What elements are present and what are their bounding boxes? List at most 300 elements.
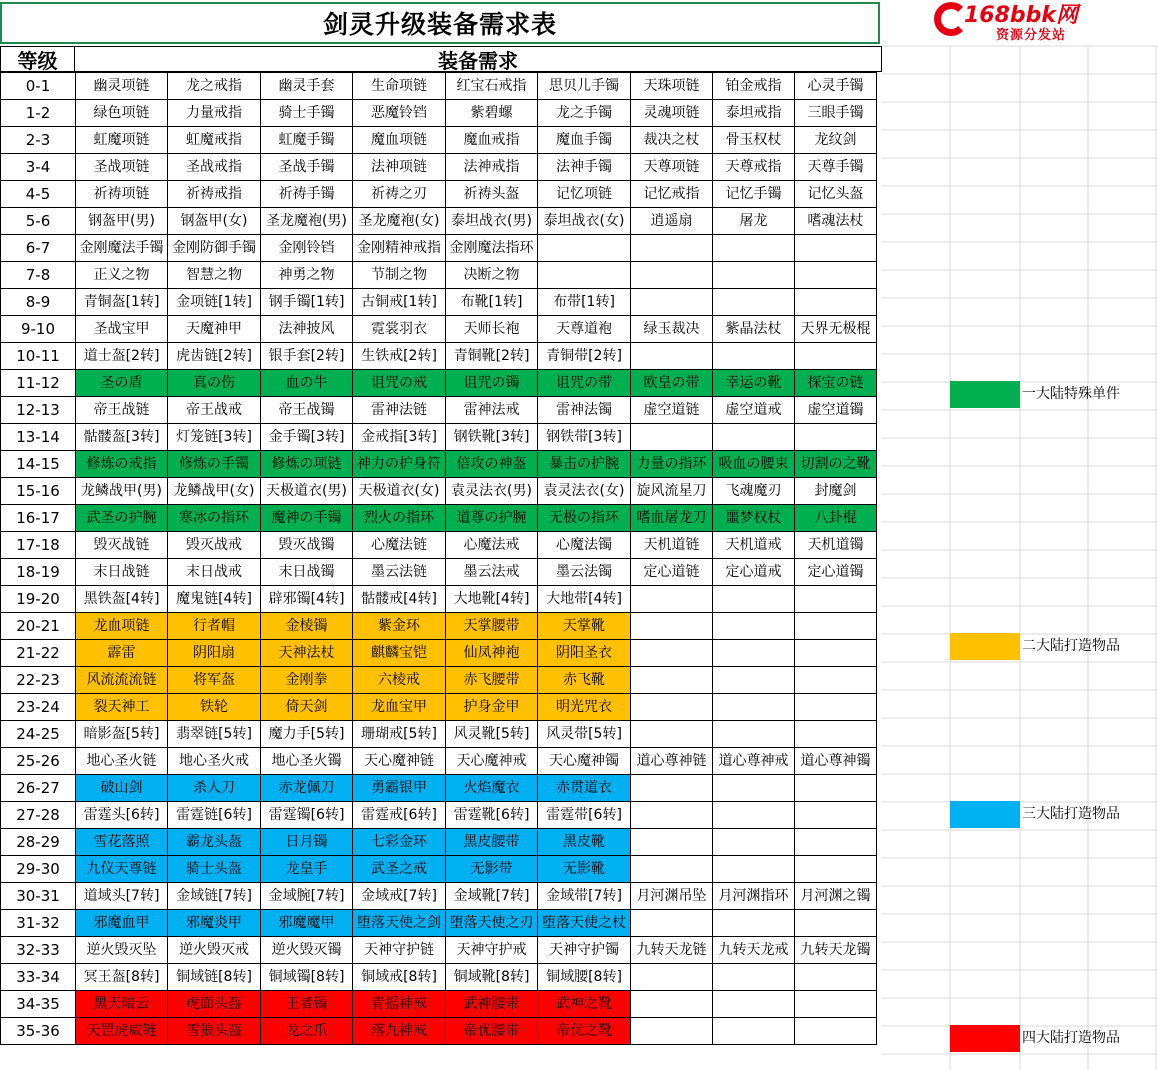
equipment-cell: 古铜戒[1转] [353, 289, 446, 316]
equipment-cell: 虹魔手镯 [261, 127, 353, 154]
level-cell: 5-6 [1, 208, 76, 235]
equipment-cell: 记忆头盔 [795, 181, 877, 208]
equipment-cell: 黑天暗云 [76, 991, 168, 1018]
equipment-cell: 道心尊神戒 [713, 748, 795, 775]
equipment-cell: 天掌靴 [538, 613, 631, 640]
equipment-cell: 诅咒の镯 [446, 370, 538, 397]
table-row [1, 856, 877, 883]
level-cell: 28-29 [1, 829, 76, 856]
equipment-cell: 月河渊之镯 [795, 883, 877, 910]
equipment-cell: 天神法杖 [261, 640, 353, 667]
equipment-cell [795, 262, 877, 289]
equipment-cell [795, 424, 877, 451]
equipment-cell: 金刚拳 [261, 667, 353, 694]
equipment-cell: 虎面头盔 [168, 991, 261, 1018]
equipment-cell: 倍攻の神盔 [446, 451, 538, 478]
equipment-cell: 大地靴[4转] [446, 586, 538, 613]
equipment-cell [631, 721, 713, 748]
equipment-cell: 虚空道戒 [713, 397, 795, 424]
equipment-cell: 雷霆靴[6转] [446, 802, 538, 829]
equipment-cell [713, 829, 795, 856]
equipment-cell [713, 802, 795, 829]
equipment-cell: 绿玉裁决 [631, 316, 713, 343]
equipment-cell: 骷髅盔[3转] [76, 424, 168, 451]
equipment-cell: 钢铁带[3转] [538, 424, 631, 451]
equipment-cell: 堕落天使之杖 [538, 910, 631, 937]
logo-sub-text: 资源分发站 [996, 28, 1067, 43]
equipment-cell: 骷髅戒[4转] [353, 586, 446, 613]
equipment-cell: 雷霆链[6转] [168, 802, 261, 829]
equipment-cell [713, 721, 795, 748]
equipment-cell: 法神戒指 [446, 154, 538, 181]
legend-label: 一大陆特殊单件 [1022, 386, 1120, 402]
equipment-cell: 帝优之靴 [538, 1018, 631, 1045]
equipment-cell: 定心道戒 [713, 559, 795, 586]
equipment-cell [795, 667, 877, 694]
equipment-cell: 钢手镯[1转] [261, 289, 353, 316]
level-cell: 34-35 [1, 991, 76, 1018]
level-cell: 13-14 [1, 424, 76, 451]
equipment-cell: 邪魔魔甲 [261, 910, 353, 937]
equipment-cell [795, 1018, 877, 1045]
table-row [1, 424, 877, 451]
level-cell: 2-3 [1, 127, 76, 154]
equipment-cell: 雷霆镯[6转] [261, 802, 353, 829]
level-cell: 31-32 [1, 910, 76, 937]
equipment-cell [713, 991, 795, 1018]
equipment-cell: 龙鳞战甲(女) [168, 478, 261, 505]
level-cell: 6-7 [1, 235, 76, 262]
equipment-cell: 翡翠链[5转] [168, 721, 261, 748]
equipment-cell: 道域头[7转] [76, 883, 168, 910]
equipment-cell: 火焰魔衣 [446, 775, 538, 802]
equipment-cell: 钢盔甲(女) [168, 208, 261, 235]
table-row [1, 721, 877, 748]
equipment-cell: 墨云法镯 [538, 559, 631, 586]
equipment-cell [795, 586, 877, 613]
table-row [1, 532, 877, 559]
table-row [1, 964, 877, 991]
equipment-cell [795, 910, 877, 937]
legend-swatch [950, 801, 1020, 828]
equipment-cell: 霓裳羽衣 [353, 316, 446, 343]
equipment-cell [713, 640, 795, 667]
equipment-cell: 记忆戒指 [631, 181, 713, 208]
equipment-cell: 阴阳扇 [168, 640, 261, 667]
equipment-cell [795, 856, 877, 883]
equipment-cell: 末日战链 [76, 559, 168, 586]
equipment-cell: 泰坦戒指 [713, 100, 795, 127]
equipment-cell: 魔血手镯 [538, 127, 631, 154]
equipment-cell: 三眼手镯 [795, 100, 877, 127]
equipment-cell: 毁灭战镯 [261, 532, 353, 559]
equipment-cell: 武圣の护腕 [76, 505, 168, 532]
equipment-cell: 袁灵法衣(男) [446, 478, 538, 505]
equipment-cell: 真の伤 [168, 370, 261, 397]
equipment-cell: 金刚铃铛 [261, 235, 353, 262]
equipment-cell: 雷神法镯 [538, 397, 631, 424]
equipment-cell [795, 694, 877, 721]
equipment-cell: 金域链[7转] [168, 883, 261, 910]
level-cell: 17-18 [1, 532, 76, 559]
equipment-cell: 雪花落照 [76, 829, 168, 856]
equipment-cell: 天尊戒指 [713, 154, 795, 181]
equipment-cell: 无极の指环 [538, 505, 631, 532]
equipment-cell: 铜域戒[8转] [353, 964, 446, 991]
equipment-cell: 灵魂项链 [631, 100, 713, 127]
equipment-cell: 心灵手镯 [795, 73, 877, 100]
equipment-cell: 青铜靴[2转] [446, 343, 538, 370]
equipment-cell [631, 262, 713, 289]
equipment-cell: 龙之爪 [261, 1018, 353, 1045]
table-row [1, 802, 877, 829]
equipment-cell: 逆火毁灭坠 [76, 937, 168, 964]
equipment-cell [631, 235, 713, 262]
level-cell: 29-30 [1, 856, 76, 883]
table-row [1, 451, 877, 478]
equipment-cell: 紫晶法杖 [713, 316, 795, 343]
level-cell: 3-4 [1, 154, 76, 181]
table-row [1, 370, 877, 397]
equipment-cell: 墨云法戒 [446, 559, 538, 586]
table-row [1, 586, 877, 613]
equipment-cell: 正义之物 [76, 262, 168, 289]
equipment-cell: 逆火毁灭镯 [261, 937, 353, 964]
equipment-cell: 决断之物 [446, 262, 538, 289]
equipment-cell: 天神守护戒 [446, 937, 538, 964]
table-row [1, 343, 877, 370]
equipment-cell: 力量の指环 [631, 451, 713, 478]
equipment-cell: 噩梦权杖 [713, 505, 795, 532]
level-cell: 12-13 [1, 397, 76, 424]
equipment-cell: 地心圣火镯 [261, 748, 353, 775]
level-cell: 25-26 [1, 748, 76, 775]
equipment-cell: 毁灭战链 [76, 532, 168, 559]
level-cell: 23-24 [1, 694, 76, 721]
equipment-cell: 七彩金环 [353, 829, 446, 856]
equipment-column-header: 装备需求 [75, 46, 882, 72]
equipment-cell [631, 586, 713, 613]
equipment-cell: 神力の护身符 [353, 451, 446, 478]
equipment-cell: 道尊の护腕 [446, 505, 538, 532]
equipment-cell: 麒麟宝铠 [353, 640, 446, 667]
table-row [1, 937, 877, 964]
equipment-cell: 杀人刀 [168, 775, 261, 802]
equipment-cell: 节制之物 [353, 262, 446, 289]
equipment-cell: 逍遥扇 [631, 208, 713, 235]
equipment-cell: 龙血项链 [76, 613, 168, 640]
equipment-cell [795, 289, 877, 316]
equipment-cell: 圣战项链 [76, 154, 168, 181]
equipment-cell [795, 343, 877, 370]
equipment-cell: 仙凤神袍 [446, 640, 538, 667]
equipment-cell: 圣战宝甲 [76, 316, 168, 343]
level-cell: 18-19 [1, 559, 76, 586]
level-cell: 11-12 [1, 370, 76, 397]
table-row [1, 289, 877, 316]
equipment-cell: 银手套[2转] [261, 343, 353, 370]
equipment-cell [713, 775, 795, 802]
equipment-cell [713, 343, 795, 370]
equipment-cell: 圣龙魔袍(女) [353, 208, 446, 235]
equipment-table [0, 72, 877, 1045]
equipment-cell: 天尊项链 [631, 154, 713, 181]
table-row [1, 478, 877, 505]
equipment-cell: 修炼の手镯 [168, 451, 261, 478]
equipment-cell: 九仪天尊链 [76, 856, 168, 883]
equipment-cell: 魔血项链 [353, 127, 446, 154]
equipment-cell: 旋风流星刀 [631, 478, 713, 505]
level-cell: 14-15 [1, 451, 76, 478]
equipment-cell: 九转天龙链 [631, 937, 713, 964]
equipment-cell [631, 775, 713, 802]
table-row [1, 748, 877, 775]
equipment-cell: 金项链[1转] [168, 289, 261, 316]
equipment-cell: 祈祷项链 [76, 181, 168, 208]
equipment-cell: 祈祷头盔 [446, 181, 538, 208]
equipment-cell: 王者镯 [261, 991, 353, 1018]
equipment-cell: 天心魔神链 [353, 748, 446, 775]
equipment-cell: 天机道镯 [795, 532, 877, 559]
table-row [1, 235, 877, 262]
equipment-cell: 将军盔 [168, 667, 261, 694]
level-cell: 9-10 [1, 316, 76, 343]
equipment-cell [538, 262, 631, 289]
equipment-cell: 道心尊神链 [631, 748, 713, 775]
equipment-cell: 倚天剑 [261, 694, 353, 721]
equipment-cell: 月河渊吊坠 [631, 883, 713, 910]
equipment-cell: 逆火毁灭戒 [168, 937, 261, 964]
equipment-cell: 地心圣火戒 [168, 748, 261, 775]
equipment-cell: 天尊手镯 [795, 154, 877, 181]
equipment-cell: 风灵靴[5转] [446, 721, 538, 748]
table-row [1, 694, 877, 721]
equipment-cell: 帝王战链 [76, 397, 168, 424]
equipment-cell: 大地带[4转] [538, 586, 631, 613]
equipment-cell: 虚空道链 [631, 397, 713, 424]
equipment-cell [631, 289, 713, 316]
equipment-cell: 泰坦战衣(男) [446, 208, 538, 235]
equipment-cell: 袁灵法衣(女) [538, 478, 631, 505]
table-row [1, 667, 877, 694]
table-row [1, 991, 877, 1018]
equipment-cell: 灯笼链[3转] [168, 424, 261, 451]
equipment-cell: 探宝の链 [795, 370, 877, 397]
equipment-cell [631, 640, 713, 667]
equipment-cell: 帝王战戒 [168, 397, 261, 424]
equipment-cell: 骑士手镯 [261, 100, 353, 127]
site-logo [934, 0, 1104, 44]
equipment-cell: 天神守护链 [353, 937, 446, 964]
equipment-cell: 神勇之物 [261, 262, 353, 289]
equipment-cell: 无影靴 [538, 856, 631, 883]
equipment-cell: 紫金环 [353, 613, 446, 640]
equipment-cell: 阴阳圣衣 [538, 640, 631, 667]
equipment-cell: 绿色项链 [76, 100, 168, 127]
level-cell: 27-28 [1, 802, 76, 829]
equipment-cell: 法神项链 [353, 154, 446, 181]
equipment-cell: 黑铁盔[4转] [76, 586, 168, 613]
table-row [1, 262, 877, 289]
level-cell: 8-9 [1, 289, 76, 316]
equipment-cell: 龙鳞战甲(男) [76, 478, 168, 505]
equipment-cell [713, 424, 795, 451]
equipment-cell: 天神守护镯 [538, 937, 631, 964]
equipment-cell: 修炼の戒指 [76, 451, 168, 478]
level-cell: 0-1 [1, 73, 76, 100]
equipment-cell: 霸龙头盔 [168, 829, 261, 856]
equipment-cell [795, 964, 877, 991]
equipment-cell: 圣战手镯 [261, 154, 353, 181]
equipment-cell: 屠龙 [713, 208, 795, 235]
legend-label: 二大陆打造物品 [1022, 638, 1120, 654]
level-cell: 4-5 [1, 181, 76, 208]
equipment-cell: 铂金戒指 [713, 73, 795, 100]
equipment-cell: 红宝石戒指 [446, 73, 538, 100]
equipment-cell: 吸血の腰束 [713, 451, 795, 478]
sheet-title: 剑灵升级装备需求表 [0, 2, 880, 44]
equipment-cell [713, 289, 795, 316]
equipment-cell [631, 802, 713, 829]
equipment-cell: 裂天神工 [76, 694, 168, 721]
equipment-cell: 钢铁靴[3转] [446, 424, 538, 451]
equipment-cell: 青铜带[2转] [538, 343, 631, 370]
equipment-cell: 天师长袍 [446, 316, 538, 343]
equipment-cell: 思贝儿手镯 [538, 73, 631, 100]
legend-swatch [950, 1025, 1020, 1052]
equipment-cell: 月河渊指环 [713, 883, 795, 910]
equipment-cell: 堕落天使之剑 [353, 910, 446, 937]
equipment-cell: 铜域腰[8转] [538, 964, 631, 991]
equipment-cell [713, 694, 795, 721]
equipment-cell [538, 235, 631, 262]
equipment-cell: 无影带 [446, 856, 538, 883]
equipment-cell: 骑士头盔 [168, 856, 261, 883]
equipment-cell: 祈祷戒指 [168, 181, 261, 208]
equipment-cell [631, 964, 713, 991]
equipment-cell: 赤飞腰带 [446, 667, 538, 694]
equipment-cell: 金刚魔法指环 [446, 235, 538, 262]
equipment-cell: 生命项链 [353, 73, 446, 100]
equipment-cell: 金域靴[7转] [446, 883, 538, 910]
equipment-cell: 黑皮靴 [538, 829, 631, 856]
level-cell: 1-2 [1, 100, 76, 127]
equipment-cell [631, 829, 713, 856]
equipment-cell: 心魔法镯 [538, 532, 631, 559]
equipment-cell: 雷霆带[6转] [538, 802, 631, 829]
equipment-cell: 龙之戒指 [168, 73, 261, 100]
equipment-cell: 金棱镯 [261, 613, 353, 640]
level-cell: 35-36 [1, 1018, 76, 1045]
equipment-cell: 辟邪镯[4转] [261, 586, 353, 613]
equipment-cell [631, 694, 713, 721]
equipment-cell [713, 1018, 795, 1045]
equipment-cell: 天珠项链 [631, 73, 713, 100]
equipment-cell: 血の牛 [261, 370, 353, 397]
equipment-cell: 定心道镯 [795, 559, 877, 586]
equipment-cell [795, 235, 877, 262]
equipment-cell: 天心魔神镯 [538, 748, 631, 775]
logo-c-icon [934, 2, 968, 36]
equipment-cell: 武圣之戒 [353, 856, 446, 883]
equipment-cell: 帝王战镯 [261, 397, 353, 424]
equipment-cell: 冥王盔[8转] [76, 964, 168, 991]
equipment-cell [713, 586, 795, 613]
equipment-cell [713, 613, 795, 640]
equipment-cell [713, 856, 795, 883]
equipment-cell: 飞魂魔刃 [713, 478, 795, 505]
equipment-cell [713, 667, 795, 694]
equipment-cell: 天机道链 [631, 532, 713, 559]
equipment-cell: 武神腰带 [446, 991, 538, 1018]
equipment-cell: 护身金甲 [446, 694, 538, 721]
equipment-cell: 赤贯道衣 [538, 775, 631, 802]
legend-label: 四大陆打造物品 [1022, 1030, 1120, 1046]
equipment-cell: 力量戒指 [168, 100, 261, 127]
equipment-cell: 青铜盔[1转] [76, 289, 168, 316]
equipment-cell: 虹魔项链 [76, 127, 168, 154]
equipment-cell [795, 640, 877, 667]
equipment-cell: 毁灭战戒 [168, 532, 261, 559]
equipment-cell: 龙皇手 [261, 856, 353, 883]
equipment-cell: 霹雷 [76, 640, 168, 667]
equipment-cell: 布带[1转] [538, 289, 631, 316]
table-row [1, 100, 877, 127]
equipment-cell: 紫碧螺 [446, 100, 538, 127]
equipment-cell: 天罡虎威链 [76, 1018, 168, 1045]
equipment-cell: 墨云法链 [353, 559, 446, 586]
equipment-cell [795, 613, 877, 640]
equipment-cell: 圣龙魔袍(男) [261, 208, 353, 235]
equipment-cell: 幸运の靴 [713, 370, 795, 397]
equipment-cell [795, 991, 877, 1018]
equipment-cell: 圣战戒指 [168, 154, 261, 181]
equipment-cell: 记忆手镯 [713, 181, 795, 208]
equipment-cell: 天魔神甲 [168, 316, 261, 343]
equipment-cell: 铁轮 [168, 694, 261, 721]
level-cell: 24-25 [1, 721, 76, 748]
equipment-cell: 青摇神戒 [353, 991, 446, 1018]
legend-swatch [950, 381, 1020, 408]
table-row [1, 1018, 877, 1045]
equipment-cell: 魔力手[5转] [261, 721, 353, 748]
level-cell: 32-33 [1, 937, 76, 964]
equipment-cell: 武神之靴 [538, 991, 631, 1018]
level-cell: 22-23 [1, 667, 76, 694]
equipment-cell [713, 262, 795, 289]
equipment-cell: 道心尊神镯 [795, 748, 877, 775]
table-row [1, 640, 877, 667]
level-cell: 33-34 [1, 964, 76, 991]
equipment-cell: 圣の盾 [76, 370, 168, 397]
equipment-cell: 铜域链[8转] [168, 964, 261, 991]
equipment-cell [631, 910, 713, 937]
equipment-cell: 定心道链 [631, 559, 713, 586]
equipment-cell: 寒冰の指环 [168, 505, 261, 532]
equipment-cell [631, 667, 713, 694]
equipment-cell: 雷神法戒 [446, 397, 538, 424]
table-row [1, 316, 877, 343]
table-row [1, 181, 877, 208]
equipment-cell: 邪魔血甲 [76, 910, 168, 937]
equipment-cell: 封魔剑 [795, 478, 877, 505]
equipment-cell: 堕落天使之刃 [446, 910, 538, 937]
equipment-cell: 金刚防御手镯 [168, 235, 261, 262]
equipment-cell: 修炼の项链 [261, 451, 353, 478]
equipment-cell: 八卦棍 [795, 505, 877, 532]
equipment-cell: 雪狼头盔 [168, 1018, 261, 1045]
equipment-cell: 钢盔甲(男) [76, 208, 168, 235]
